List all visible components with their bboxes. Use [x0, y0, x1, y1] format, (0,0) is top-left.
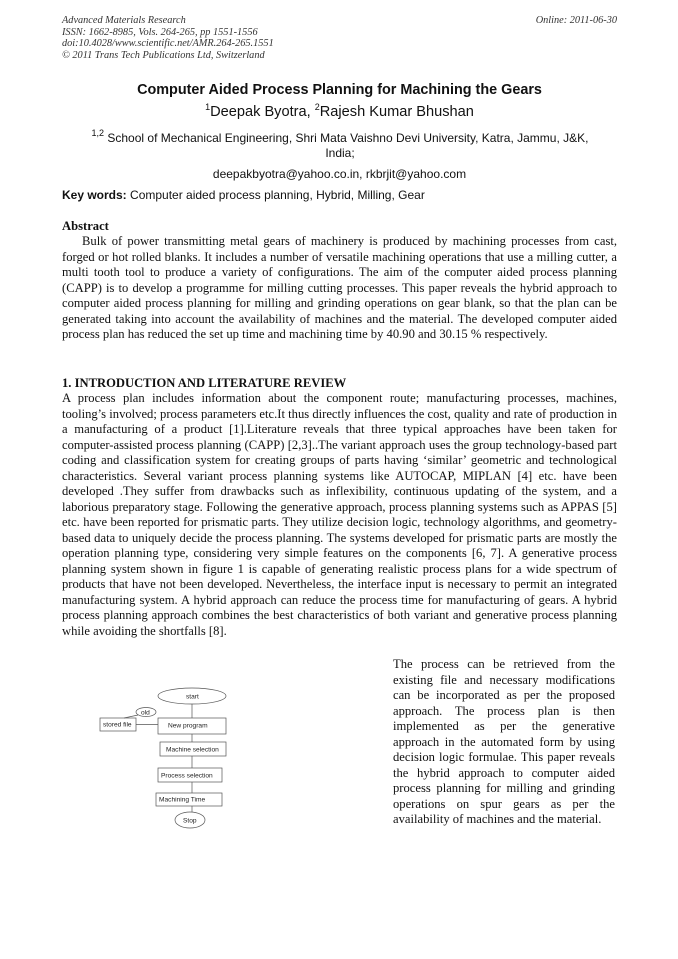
keywords-text: Computer aided process planning, Hybrid, Milling, Gear — [126, 188, 425, 202]
author-2-superscript: 2 — [314, 102, 320, 112]
machine-selection-label: Machine selection — [166, 746, 219, 754]
author-1-superscript: 1 — [205, 102, 211, 112]
introduction-column-text: The process can be retrieved from the existing file and necessary modifications can be incorporated as per the proposed approach. The process plan is then implemented as per the generative approach in the automated form by using decision logic formulae. This paper reveals the hybrid approach to computer aided process planning for milling and grinding operations on spur gears as per the availability of machines and the material. — [393, 657, 615, 826]
journal-header — [62, 15, 617, 61]
stop-label: Stop — [183, 817, 197, 825]
abstract-heading: Abstract — [62, 219, 109, 233]
machining-time-label: Machining Time — [159, 796, 206, 804]
issn-line: ISSN: 1662-8985, Vols. 264-265, pp 1551-1556 — [62, 26, 258, 38]
affiliation — [80, 128, 600, 161]
new-program-label: New program — [168, 722, 208, 730]
author-1-name: Deepak Byotra, — [210, 104, 315, 120]
start-label: start — [186, 693, 199, 701]
affiliation-superscript: 1,2 — [91, 128, 105, 138]
keywords-line — [62, 188, 622, 202]
doi-line: doi:10.4028/www.scientific.net/AMR.264-265.1551 — [62, 38, 274, 50]
paper-title: Computer Aided Process Planning for Machining the Gears — [137, 82, 542, 98]
journal-name: Advanced Materials Research — [62, 15, 186, 26]
online-date: Online: 2011-06-30 — [535, 15, 617, 26]
copyright-line: © 2011 Trans Tech Publications Ltd, Switzerland — [62, 49, 265, 61]
affiliation-text: School of Mechanical Engineering, Shri Mata Vaishno Devi University, Katra, Jammu, J&K, India; — [104, 131, 589, 160]
keywords-label: Key words: — [62, 188, 127, 202]
process-selection-label: Process selection — [161, 772, 213, 780]
process-flowchart — [88, 680, 300, 840]
author-emails: deepakbyotra@yahoo.co.in, rkbrjit@yahoo.com — [212, 167, 467, 181]
author-list — [62, 104, 617, 120]
author-2-name: Rajesh Kumar Bhushan — [319, 104, 474, 120]
stored-file-label: stored file — [103, 721, 132, 729]
introduction-heading: 1. INTRODUCTION AND LITERATURE REVIEW — [62, 376, 347, 390]
introduction-text: A process plan includes information about the component route; manufacturing processes, machines, tooling’s involved; process parameters etc.It thus directly influences the cost, quality and rate of production in a manufacturing of a product [1].Literature reveals that three typical approaches have been taken for computer-assisted process planning (CAPP) [2,3]..The variant approach uses the group technology-based part coding and classification system for creating groups of parts having ‘similar’ geometric and technological characteristics. Several variant process planning systems like AUTOCAP, MIPLAN [4] etc. have been developed .They suffer from drawbacks such as inflexibility, continuous updating of the system, and a laborious preparatory stage. Following the generative approach, process planning systems such as APPAS [5] etc. have been reported for prismatic parts. They utilize decision logic, technology algorithms, and geometry-based data to uniquely decide the process planning. The systems developed for prismatic parts are mostly the operation planning type, considering very simple features on the components [6, 7]. A generative process planning system shown in figure 1 is capable of generating realistic process plans for a wide spectrum of products that have not been developed. Nevertheless, the interface input is necessary to permit an integrated manufacturing system. A hybrid approach can reduce the process time for manufacturing of gears. A hybrid process planning approach combines the best characteristics of both variant and generative process planning while avoiding the shortfalls [8]. — [62, 391, 617, 638]
old-label: old — [141, 709, 150, 717]
connector-old-stored — [124, 715, 138, 718]
abstract-text: Bulk of power transmitting metal gears of machinery is produced by machining processes from cast, forged or hot rolled blanks. It includes a number of versatile machining operations that use a milling cutter, a multi tooth tool to produce a variety of configurations. The aim of the computer aided process planning (CAPP) is to develop a programme for milling cutting processes. This paper reveals the hybrid approach to computer aided process planning for milling and grinding operations on gear blank, so that the plan can be generated taking into account the availability of machines and the material. The developed computer aided process plan has reduced the set up time and machining time by 40.90 and 30.15 % respectively. — [62, 234, 617, 341]
